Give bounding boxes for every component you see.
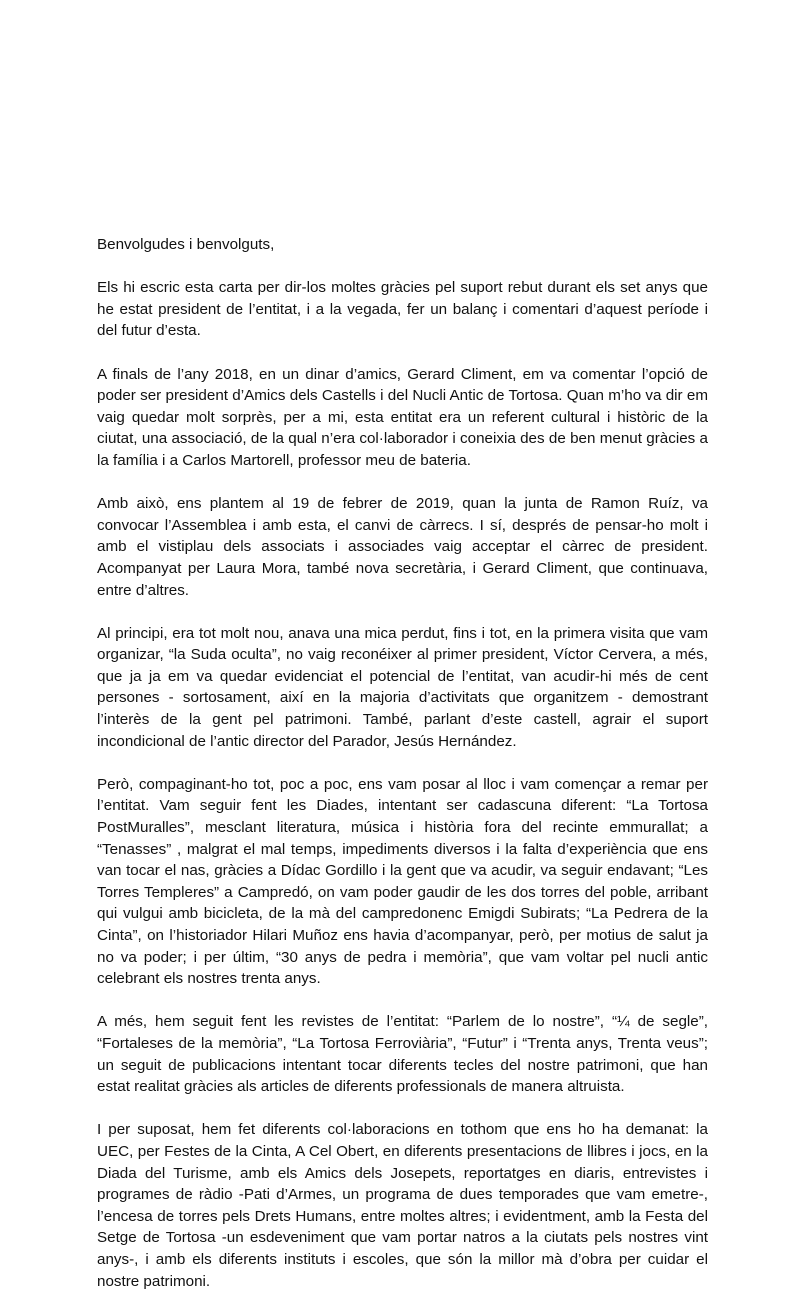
paragraph-assembly: Amb això, ens plantem al 19 de febrer de 2019, quan la junta de Ramon Ruíz, va convocar l’Assemblea i amb esta, el canvi de càrrecs. I sí, després de pensar-ho molt i amb el vistiplau dels associats i associades vaig acceptar el càrrec de president. Acompanyat per Laura Mora, també nova secretària, i Gerard Climent, que continuava, entre d’altres. bbox=[97, 495, 708, 599]
salutation: Benvolgudes i benvolguts, bbox=[97, 236, 275, 253]
paragraph-beginning: Al principi, era tot molt nou, anava una mica perdut, fins i tot, en la primera visita que vam organizar, “la Suda oculta”, no vaig reconéixer al primer president, Víctor Cervera, a més, que ja ja em va quedar evidenciat el potencial de l’entitat, van acudir-hi més de cent persones - sortosament, així en la majoria d’activitats que organitzem - demostrant l’interès de la gent pel patrimoni. També, parlant d’este castell, agrair el suport incondicional de l’antic director del Parador, Jesús Hernández. bbox=[97, 624, 708, 750]
paragraph-thanks: Els hi escric esta carta per dir-los moltes gràcies pel suport rebut durant els set anys que he estat president de l’entitat, i a la vegada, fer un balanç i comentari d’aquest període i del futur d’esta. bbox=[97, 279, 708, 340]
letter-body bbox=[97, 234, 708, 1314]
paragraph-magazines: A més, hem seguit fent les revistes de l’entitat: “Parlem de lo nostre”, “¼ de segle”, “Fortaleses de la memòria”, “La Tortosa Ferroviària”, “Futur” i “Trenta anys, Trenta veus”; un seguit de publicacions intentant tocar diferents tecles del nostre patrimoni, que han estat realitat gràcies als articles de diferents professionals de manera altruista. bbox=[97, 1013, 708, 1096]
paragraph-collaborations: I per suposat, hem fet diferents col·laboracions en tothom que ens ho ha demanat: la UEC, per Festes de la Cinta, A Cel Obert, en diferents presentacions de llibres i jocs, en la Diada del Turisme, amb els Amics dels Josepets, reportatges en diaris, entrevistes i programes de ràdio -Pati d’Armes, un programa de dues temporades que vam emetre-, l’encesa de torres pels Drets Humans, entre moltes altres; i evidentment, amb la Festa del Setge de Tortosa -un esdeveniment que vam portar natros a la ciutats pels nostres vint anys-, i amb els diferents instituts i escoles, que són la millor mà d’obra per cuidar el nostre patrimoni. bbox=[97, 1121, 708, 1290]
paragraph-diades: Però, compaginant-ho tot, poc a poc, ens vam posar al lloc i vam començar a remar per l’entitat. Vam seguir fent les Diades, intentant ser cadascuna diferent: “La Tortosa PostMuralles”, mesclant literatura, música i història fora del recinte emmurallat; a “Tenasses” , malgrat el mal temps, impediments diversos i la falta d’experiència que ens van tocar el nas, gràcies a Dídac Gordillo i la gent que va acudir, va seguir endavant; “Les Torres Templeres” a Campredó, on vam poder gaudir de les dos torres del poble, arribant qui vulgui amb bicicleta, de la mà del campredonenc Emigdi Subirats; “La Pedrera de la Cinta”, on l’historiador Hilari Muñoz ens havia d’acompanyar, però, per motius de salut ja no va poder; i per últim, “30 anys de pedra i memòria”, que vam voltar pel nucli antic celebrant els nostres trenta anys. bbox=[97, 775, 708, 988]
paragraph-origin: A finals de l’any 2018, en un dinar d’amics, Gerard Climent, em va comentar l’opció de poder ser president d’Amics dels Castells i del Nucli Antic de Tortosa. Quan m’ho va dir em vaig quedar molt sorprès, per a mi, esta entitat era un referent cultural i històric de la ciutat, una associació, de la qual n’era col·laborador i coneixia des de ben menut gràcies a la família i a Carlos Martorell, professor meu de bateria. bbox=[97, 365, 708, 469]
